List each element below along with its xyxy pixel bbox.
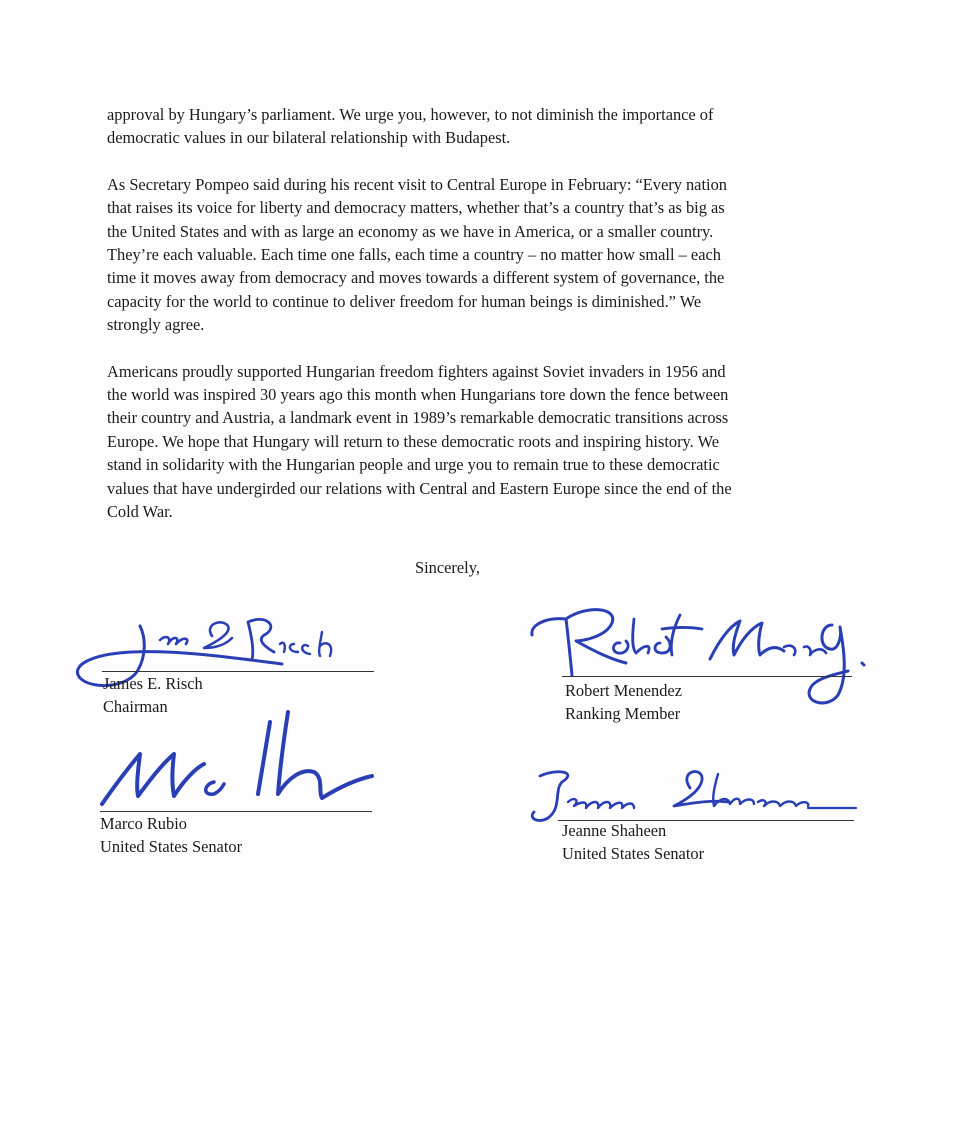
paragraph-3: Americans proudly supported Hungarian freedom fighters against Soviet invaders in 1956 and the world was inspired 30 years ago this month when Hungarians tore down the fence between their country and Austria, a landmark event in 1989’s remarkable democratic transitions across Europe. We hope that Hungary will return to these democratic roots and inspiring history. We stand in solidarity with the Hungarian people and urge you to remain true to these democratic values that have undergirded our relations with Central and Eastern Europe since the end of the Cold War.	[107, 361, 732, 522]
signatory-name: Marco Rubio	[100, 814, 187, 833]
signatory-menendez	[565, 679, 682, 725]
signatory-rubio	[100, 812, 242, 858]
signatory-title: United States Senator	[100, 837, 243, 856]
signatory-name: James E. Risch	[103, 674, 203, 693]
letter-body	[107, 103, 847, 547]
signatory-shaheen	[562, 819, 704, 865]
signatory-title: Ranking Member	[565, 704, 681, 723]
rubio-signature	[92, 708, 392, 813]
paragraph-1: approval by Hungary’s parliament. We urge you, however, to not diminish the importance of democratic values in our bilateral relationship with Budapest.	[107, 105, 714, 148]
paragraph-2: As Secretary Pompeo said during his recent visit to Central Europe in February: “Every nation that raises its voice for liberty and democracy matters, whether that’s a country that’s as big as the United States and with as large an economy as we have in America, or a smaller country. They’re each valuable. Each time one falls, each time a country – no matter how small – each time it moves away from democracy and moves towards a different system of governance, the capacity for the world to continue to deliver freedom for human beings is diminished.” We strongly agree.	[107, 174, 727, 335]
closing: Sincerely,	[415, 558, 480, 577]
signatory-title: Chairman	[103, 697, 168, 716]
menendez-signature-line	[562, 676, 852, 677]
signatory-title: United States Senator	[562, 844, 705, 863]
signatory-name: Jeanne Shaheen	[562, 821, 667, 840]
signatory-name: Robert Menendez	[565, 681, 682, 700]
